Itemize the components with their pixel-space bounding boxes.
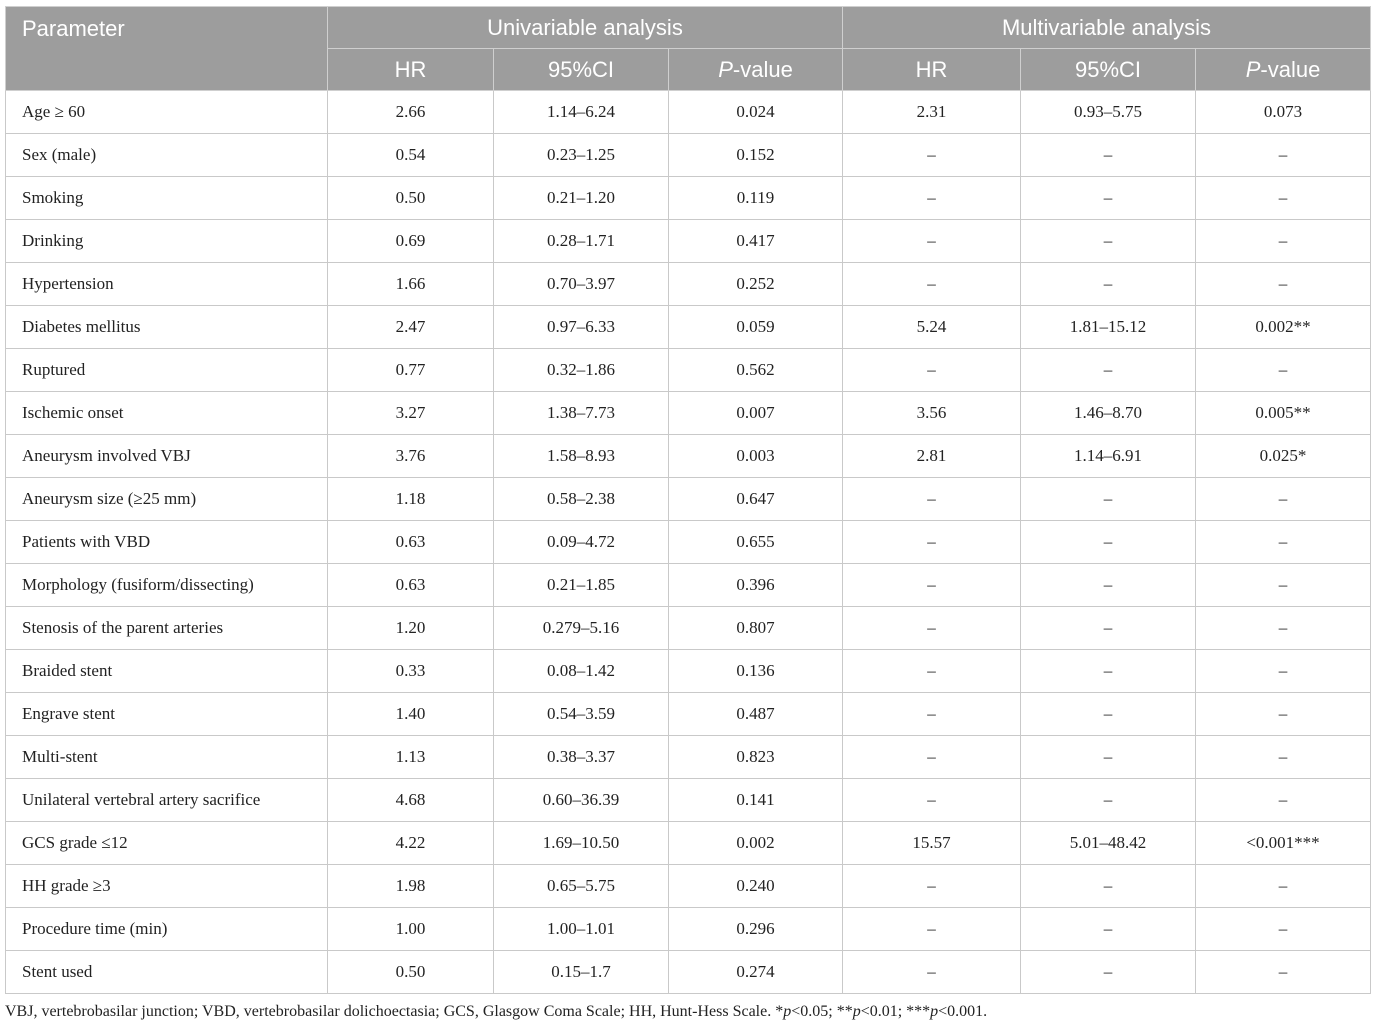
cell-parameter: Multi-stent: [6, 736, 328, 779]
header-multivariable-ci: 95%CI: [1021, 49, 1196, 91]
cell-multivariable-hr: –: [843, 865, 1021, 908]
cell-multivariable-ci: –: [1021, 478, 1196, 521]
cell-parameter: Aneurysm size (≥25 mm): [6, 478, 328, 521]
header-univariable-ci: 95%CI: [494, 49, 669, 91]
header-parameter: Parameter: [6, 7, 328, 91]
cell-multivariable-p: 0.002**: [1196, 306, 1371, 349]
cell-univariable-ci: 1.14–6.24: [494, 91, 669, 134]
cell-univariable-ci: 1.00–1.01: [494, 908, 669, 951]
cell-multivariable-p: –: [1196, 564, 1371, 607]
cell-multivariable-hr: –: [843, 521, 1021, 564]
p-suffix: -value: [1260, 56, 1321, 82]
cell-multivariable-p: –: [1196, 693, 1371, 736]
cell-multivariable-hr: 15.57: [843, 822, 1021, 865]
cell-parameter: Sex (male): [6, 134, 328, 177]
table-row: [6, 650, 1371, 693]
cell-multivariable-ci: 5.01–48.42: [1021, 822, 1196, 865]
cell-multivariable-hr: –: [843, 736, 1021, 779]
cell-parameter: Ischemic onset: [6, 392, 328, 435]
cell-multivariable-p: –: [1196, 177, 1371, 220]
cell-univariable-ci: 0.60–36.39: [494, 779, 669, 822]
cell-multivariable-hr: –: [843, 951, 1021, 994]
table-row: [6, 736, 1371, 779]
cell-univariable-p: 0.003: [669, 435, 843, 478]
cell-univariable-ci: 0.70–3.97: [494, 263, 669, 306]
header-univariable-p: [669, 49, 843, 91]
cell-multivariable-ci: 1.81–15.12: [1021, 306, 1196, 349]
table-row: [6, 693, 1371, 736]
cell-univariable-p: 0.647: [669, 478, 843, 521]
cell-univariable-p: 0.417: [669, 220, 843, 263]
cell-multivariable-p: –: [1196, 478, 1371, 521]
cell-univariable-ci: 1.38–7.73: [494, 392, 669, 435]
cell-multivariable-ci: 1.14–6.91: [1021, 435, 1196, 478]
table-body: [6, 91, 1371, 994]
cell-parameter: Unilateral vertebral artery sacrifice: [6, 779, 328, 822]
cell-multivariable-p: <0.001***: [1196, 822, 1371, 865]
cell-univariable-p: 0.024: [669, 91, 843, 134]
cell-univariable-p: 0.562: [669, 349, 843, 392]
table-row: [6, 951, 1371, 994]
cell-multivariable-p: –: [1196, 951, 1371, 994]
cell-univariable-p: 0.274: [669, 951, 843, 994]
cell-multivariable-hr: –: [843, 607, 1021, 650]
cell-univariable-ci: 0.09–4.72: [494, 521, 669, 564]
cell-univariable-hr: 0.63: [328, 521, 494, 564]
cell-multivariable-p: –: [1196, 908, 1371, 951]
cell-multivariable-hr: –: [843, 349, 1021, 392]
table-footnote: VBJ, vertebrobasilar junction; VBD, vertebrobasilar dolichoectasia; GCS, Glasgow Coma Scale; HH, Hunt-Hess Scale. *p<0.05; **p<0.01; ***p<0.001.: [5, 1003, 988, 1020]
cell-parameter: Smoking: [6, 177, 328, 220]
cell-univariable-hr: 0.69: [328, 220, 494, 263]
cell-multivariable-ci: –: [1021, 865, 1196, 908]
cell-univariable-p: 0.252: [669, 263, 843, 306]
cell-multivariable-ci: –: [1021, 177, 1196, 220]
cell-multivariable-hr: –: [843, 650, 1021, 693]
cell-multivariable-ci: –: [1021, 908, 1196, 951]
cell-univariable-ci: 1.58–8.93: [494, 435, 669, 478]
cell-multivariable-ci: 1.46–8.70: [1021, 392, 1196, 435]
cell-multivariable-ci: –: [1021, 564, 1196, 607]
cell-univariable-ci: 0.58–2.38: [494, 478, 669, 521]
cell-multivariable-hr: –: [843, 177, 1021, 220]
cell-multivariable-p: –: [1196, 263, 1371, 306]
cell-univariable-p: 0.487: [669, 693, 843, 736]
cell-parameter: HH grade ≥3: [6, 865, 328, 908]
cell-multivariable-ci: –: [1021, 349, 1196, 392]
cell-multivariable-ci: –: [1021, 607, 1196, 650]
cell-multivariable-ci: 0.93–5.75: [1021, 91, 1196, 134]
cell-parameter: Ruptured: [6, 349, 328, 392]
header-multivariable-hr: HR: [843, 49, 1021, 91]
cell-multivariable-hr: –: [843, 693, 1021, 736]
cell-univariable-p: 0.119: [669, 177, 843, 220]
cell-univariable-ci: 0.54–3.59: [494, 693, 669, 736]
cell-univariable-hr: 0.50: [328, 177, 494, 220]
header-row-groups: [6, 7, 1371, 49]
cell-multivariable-hr: –: [843, 220, 1021, 263]
cell-parameter: Aneurysm involved VBJ: [6, 435, 328, 478]
table-row: [6, 521, 1371, 564]
cell-univariable-hr: 4.22: [328, 822, 494, 865]
cell-univariable-hr: 0.77: [328, 349, 494, 392]
cell-parameter: Age ≥ 60: [6, 91, 328, 134]
table-row: [6, 134, 1371, 177]
cell-multivariable-ci: –: [1021, 650, 1196, 693]
cell-univariable-p: 0.296: [669, 908, 843, 951]
cell-parameter: Procedure time (min): [6, 908, 328, 951]
cell-univariable-p: 0.807: [669, 607, 843, 650]
cell-univariable-p: 0.240: [669, 865, 843, 908]
cell-multivariable-p: –: [1196, 220, 1371, 263]
table-row: [6, 349, 1371, 392]
cell-univariable-ci: 0.15–1.7: [494, 951, 669, 994]
cell-univariable-ci: 0.28–1.71: [494, 220, 669, 263]
cell-multivariable-ci: –: [1021, 951, 1196, 994]
cell-parameter: GCS grade ≤12: [6, 822, 328, 865]
header-multivariable-p: [1196, 49, 1371, 91]
table-row: [6, 263, 1371, 306]
cell-univariable-p: 0.007: [669, 392, 843, 435]
cell-univariable-hr: 1.13: [328, 736, 494, 779]
p-italic: P: [1245, 56, 1261, 82]
cell-multivariable-p: –: [1196, 134, 1371, 177]
header-univariable-hr: HR: [328, 49, 494, 91]
header-univariable: Univariable analysis: [328, 7, 843, 49]
cell-univariable-ci: 0.32–1.86: [494, 349, 669, 392]
table-row: [6, 564, 1371, 607]
cell-multivariable-p: –: [1196, 779, 1371, 822]
cell-multivariable-hr: 5.24: [843, 306, 1021, 349]
cell-univariable-hr: 3.27: [328, 392, 494, 435]
cell-multivariable-hr: 2.81: [843, 435, 1021, 478]
table-row: [6, 822, 1371, 865]
cell-parameter: Morphology (fusiform/dissecting): [6, 564, 328, 607]
table-row: [6, 91, 1371, 134]
cell-univariable-ci: 0.65–5.75: [494, 865, 669, 908]
cell-univariable-p: 0.141: [669, 779, 843, 822]
cell-multivariable-ci: –: [1021, 736, 1196, 779]
cell-multivariable-hr: –: [843, 263, 1021, 306]
cell-multivariable-hr: –: [843, 779, 1021, 822]
cell-multivariable-p: –: [1196, 650, 1371, 693]
cell-univariable-ci: 0.23–1.25: [494, 134, 669, 177]
cell-univariable-ci: 0.38–3.37: [494, 736, 669, 779]
table-row: [6, 435, 1371, 478]
cell-univariable-p: 0.136: [669, 650, 843, 693]
cell-univariable-hr: 2.66: [328, 91, 494, 134]
cell-univariable-ci: 0.21–1.20: [494, 177, 669, 220]
cell-univariable-hr: 1.66: [328, 263, 494, 306]
cell-multivariable-hr: –: [843, 908, 1021, 951]
table-row: [6, 177, 1371, 220]
table-row: [6, 865, 1371, 908]
table-row: [6, 478, 1371, 521]
cell-multivariable-p: 0.005**: [1196, 392, 1371, 435]
table-row: [6, 607, 1371, 650]
cell-univariable-hr: 1.20: [328, 607, 494, 650]
cell-multivariable-hr: –: [843, 564, 1021, 607]
table-row: [6, 908, 1371, 951]
table-row: [6, 779, 1371, 822]
cell-multivariable-hr: 2.31: [843, 91, 1021, 134]
cell-multivariable-p: 0.025*: [1196, 435, 1371, 478]
cell-parameter: Hypertension: [6, 263, 328, 306]
cell-parameter: Patients with VBD: [6, 521, 328, 564]
results-table-container: [5, 6, 1370, 994]
cell-univariable-p: 0.152: [669, 134, 843, 177]
cell-multivariable-p: –: [1196, 865, 1371, 908]
cell-multivariable-ci: –: [1021, 220, 1196, 263]
regression-table: [5, 6, 1371, 994]
cell-multivariable-p: 0.073: [1196, 91, 1371, 134]
cell-univariable-p: 0.655: [669, 521, 843, 564]
cell-parameter: Drinking: [6, 220, 328, 263]
cell-univariable-hr: 0.54: [328, 134, 494, 177]
table-row: [6, 220, 1371, 263]
cell-univariable-p: 0.396: [669, 564, 843, 607]
cell-parameter: Stent used: [6, 951, 328, 994]
cell-multivariable-ci: –: [1021, 693, 1196, 736]
cell-univariable-ci: 0.08–1.42: [494, 650, 669, 693]
cell-univariable-hr: 1.00: [328, 908, 494, 951]
cell-univariable-hr: 0.33: [328, 650, 494, 693]
cell-multivariable-ci: –: [1021, 134, 1196, 177]
p-italic: P: [718, 56, 733, 82]
cell-univariable-ci: 0.21–1.85: [494, 564, 669, 607]
cell-univariable-hr: 0.50: [328, 951, 494, 994]
cell-univariable-hr: 1.98: [328, 865, 494, 908]
cell-univariable-p: 0.059: [669, 306, 843, 349]
cell-multivariable-p: –: [1196, 349, 1371, 392]
cell-univariable-hr: 1.18: [328, 478, 494, 521]
cell-multivariable-hr: –: [843, 134, 1021, 177]
cell-multivariable-hr: –: [843, 478, 1021, 521]
cell-parameter: Engrave stent: [6, 693, 328, 736]
cell-univariable-p: 0.002: [669, 822, 843, 865]
cell-multivariable-hr: 3.56: [843, 392, 1021, 435]
cell-univariable-hr: 2.47: [328, 306, 494, 349]
cell-multivariable-ci: –: [1021, 779, 1196, 822]
cell-univariable-hr: 0.63: [328, 564, 494, 607]
cell-parameter: Braided stent: [6, 650, 328, 693]
cell-univariable-hr: 3.76: [328, 435, 494, 478]
cell-multivariable-p: –: [1196, 521, 1371, 564]
cell-univariable-ci: 0.97–6.33: [494, 306, 669, 349]
table-row: [6, 392, 1371, 435]
cell-univariable-ci: 0.279–5.16: [494, 607, 669, 650]
cell-multivariable-p: –: [1196, 607, 1371, 650]
table-row: [6, 306, 1371, 349]
cell-univariable-hr: 4.68: [328, 779, 494, 822]
cell-multivariable-p: –: [1196, 736, 1371, 779]
p-suffix: -value: [732, 56, 793, 82]
cell-parameter: Diabetes mellitus: [6, 306, 328, 349]
table-header: [6, 7, 1371, 91]
header-multivariable: Multivariable analysis: [843, 7, 1371, 49]
cell-multivariable-ci: –: [1021, 521, 1196, 564]
cell-univariable-ci: 1.69–10.50: [494, 822, 669, 865]
cell-parameter: Stenosis of the parent arteries: [6, 607, 328, 650]
cell-univariable-p: 0.823: [669, 736, 843, 779]
cell-multivariable-ci: –: [1021, 263, 1196, 306]
cell-univariable-hr: 1.40: [328, 693, 494, 736]
